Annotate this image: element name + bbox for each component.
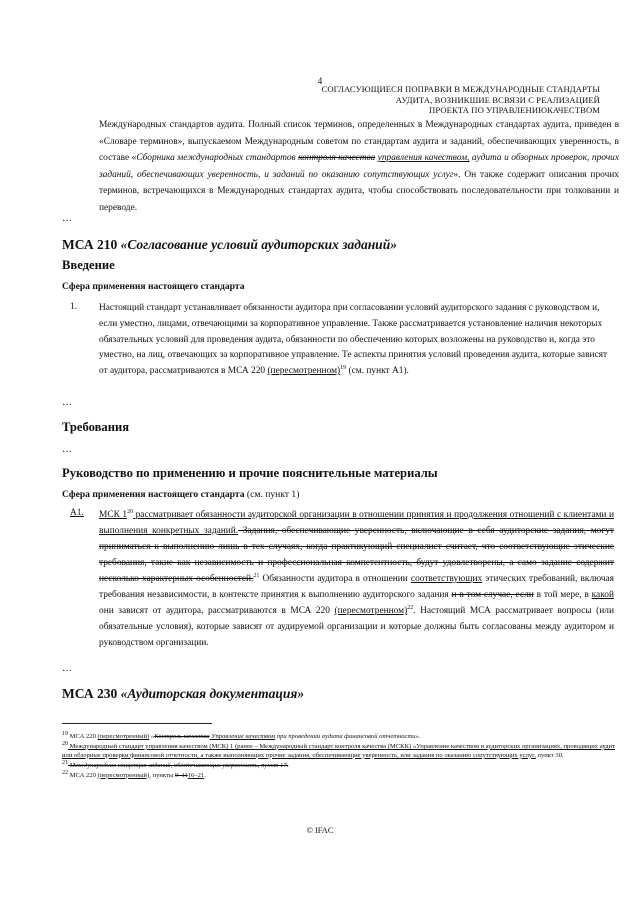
footnote-text: МСА 220 bbox=[68, 733, 98, 740]
footnote-21 bbox=[62, 759, 617, 771]
scope-heading-ref: (см. пункт 1) bbox=[244, 489, 300, 500]
paragraph-text: этических требований, включая требования независимости, в контексте принятия к выполнению аудиторского задания bbox=[99, 574, 614, 600]
scope-heading: Сфера применения настоящего стандарта bbox=[62, 281, 245, 292]
deleted-text: Международная концепция заданий, обеспечивающих уверенность, пункт 17. bbox=[68, 761, 289, 769]
scope-heading-bold: Сфера применения настоящего стандарта bbox=[62, 489, 245, 500]
footnote-ref: 21 bbox=[253, 572, 260, 579]
footnote-22 bbox=[62, 769, 617, 781]
footnote-ref: 20 bbox=[127, 508, 134, 515]
isa210-code: МСА 210 bbox=[62, 237, 121, 252]
isa230-title: «Аудиторская документация» bbox=[120, 686, 305, 701]
ellipsis: … bbox=[62, 663, 73, 674]
inserted-text: какой bbox=[591, 590, 614, 600]
scope-heading-2 bbox=[62, 489, 299, 500]
paragraph-number: 1. bbox=[70, 302, 78, 312]
header-line: ПРОЕКТА ПО УПРАВЛЕНИЮКАЧЕСТВОМ bbox=[429, 105, 600, 116]
paragraph-a1 bbox=[99, 507, 614, 651]
paragraph-1 bbox=[99, 301, 614, 380]
inserted-text: МСК 1 bbox=[99, 510, 128, 520]
footnote-text: МСА 220 bbox=[68, 771, 98, 779]
footnotes bbox=[62, 730, 617, 782]
footnote-text: пункт 30. bbox=[535, 751, 564, 759]
copyright-footer: © IFAC bbox=[306, 826, 334, 835]
isa210-heading bbox=[62, 237, 397, 253]
footnote-20 bbox=[62, 740, 617, 761]
ellipsis: … bbox=[62, 444, 73, 455]
intro-paragraph bbox=[99, 117, 619, 217]
requirements-heading: Требования bbox=[62, 420, 130, 434]
footnote-19 bbox=[62, 730, 617, 742]
intro-italic-text: аудита и обзорных проверок, прочих заданий, обеспечивающих уверенность, и заданий по оказанию сопутствующих услуг bbox=[99, 153, 620, 180]
footnote-text: , пункты bbox=[149, 771, 176, 779]
inserted-text: рассматривает обязанности аудиторской организации в отношении принятия и продолжения отношений с клиентами и выполнения конкретных заданий. bbox=[99, 510, 614, 536]
footnote-text: . bbox=[204, 771, 206, 779]
footnote-italic bbox=[149, 733, 420, 740]
deleted-text: Задания, обеспечивающие уверенность, включающие в себя аудиторские задания, могут приниматься к выполнению лишь в тех случаях, когда практикующий специалист считает, что соответствующие этические требования, такие как независимость и профессиональная компетентность, будут удовлетворены, а само задание содержит несколько характерных особенностей. bbox=[99, 526, 614, 584]
header-line: СОГЛАСУЮЩИЕСЯ ПОПРАВКИ В МЕЖДУНАРОДНЫЕ СТАНДАРТЫ bbox=[321, 84, 600, 94]
paragraph-text: они зависят от аудитора, рассматриваются в МСА 220 bbox=[99, 606, 335, 616]
deleted-text: и в том случае, если bbox=[451, 590, 534, 600]
inserted-text: соответствующих bbox=[410, 574, 483, 584]
inserted-text: Управление качеством bbox=[209, 733, 276, 740]
inserted-text: (пересмотренном) bbox=[267, 366, 341, 377]
footnote-ref: 22 bbox=[407, 604, 414, 611]
inserted-text: управления качеством, bbox=[377, 153, 470, 164]
inserted-text: (пересмотренный) bbox=[97, 733, 150, 740]
footnote-ref: 19 bbox=[340, 365, 347, 372]
footnote-number: 22 bbox=[62, 769, 68, 776]
paragraph-text: Обязанности аудитора в отношении bbox=[259, 574, 411, 584]
inserted-text: Международный стандарт управления качеством (МСК) 1 (ранее – Международный стандарт контроля качества (МСКК) «Управление качеством в аудиторских организациях, проводящих аудит или обзорные проверки финансовой отчетности, а также выполняющих прочие задания, обеспечивающие уверенность, или задания по оказанию сопутствующих услуг, bbox=[62, 742, 615, 759]
intro-heading: Введение bbox=[62, 258, 115, 272]
inserted-text: (пересмотренном) bbox=[334, 606, 408, 616]
deleted-text: 9–11 bbox=[175, 771, 188, 779]
footnote-text: при проведении аудита финансовой отчетности». bbox=[275, 733, 421, 740]
paragraph-text: в той мере, в bbox=[533, 590, 592, 600]
header-line: АУДИТА, ВОЗНИКШИЕ ВСВЯЗИ С РЕАЛИЗАЦИЕЙ bbox=[395, 94, 600, 105]
paragraph-text: Настоящий стандарт устанавливает обязанности аудитора при согласовании условий аудиторского задания с руководством и, если уместно, лицами, отвечающими за корпоративное управление. Также рассматривается установление наличия некоторых обязательных условий для проведения аудита, обязанности по обеспечению которых возложены на руководство и, когда это уместно, на лиц, отвечающих за корпоративное управление. Те аспекты принятия условий проведения аудита, которые зависят от аудитора, рассматриваются в МСА 220 bbox=[99, 303, 608, 377]
isa210-title: «Согласование условий аудиторских заданий» bbox=[120, 237, 397, 252]
footnote-number: 19 bbox=[62, 730, 68, 737]
footnote-text: « bbox=[149, 733, 155, 740]
inserted-text: (пересмотренный) bbox=[97, 771, 150, 779]
intro-text: Международных стандартов аудита. Полный список терминов, определенных в Международных стандартах аудита, приведен в «Словаре терминов», выпускаемом Международным советом по стандартам аудита и заданий, обеспечивающих уверенность, в составе « bbox=[99, 120, 619, 164]
paragraph-text: (см. пункт А1). bbox=[346, 366, 409, 377]
running-header bbox=[270, 84, 600, 116]
guidance-heading: Руководство по применению и прочие пояснительные материалы bbox=[62, 466, 438, 480]
footnote-separator bbox=[62, 723, 212, 724]
footnote-number: 20 bbox=[62, 740, 68, 747]
isa230-heading bbox=[62, 686, 304, 702]
inserted-text: 16–21 bbox=[187, 771, 205, 779]
page-number: 4 bbox=[317, 76, 323, 86]
paragraph-text: . Настоящий МСА рассматривает вопросы (или обязательные условия), которые зависят от аудируемой организации и которые должны быть согласованы между аудитором и руководством организации. bbox=[99, 606, 614, 648]
footnote-number: 21 bbox=[62, 759, 68, 766]
paragraph-number: A1. bbox=[70, 508, 84, 518]
isa230-code: МСА 230 bbox=[62, 686, 121, 701]
deleted-text: Контроль качества bbox=[154, 733, 210, 740]
ellipsis: … bbox=[62, 213, 73, 224]
deleted-text: контроля качества bbox=[298, 153, 376, 164]
intro-text: ». Он также содержит описания прочих терминов, встречающихся в Международных стандартах аудита, чтобы способствовать последовательности при толковании и переводе. bbox=[99, 169, 619, 213]
intro-italic-text: Сборника международных стандартов bbox=[136, 153, 299, 164]
ellipsis: … bbox=[62, 397, 73, 408]
